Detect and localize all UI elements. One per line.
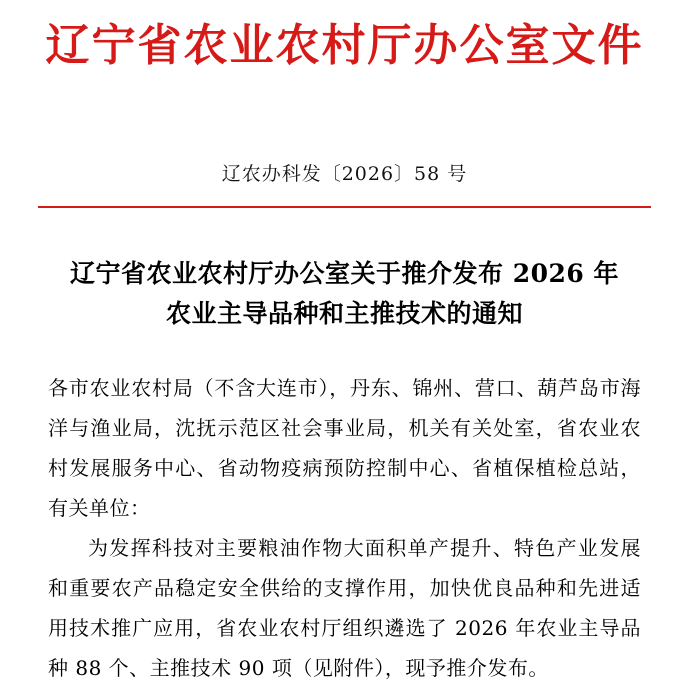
issuing-authority-title: 辽宁省农业农村厅办公室文件 [45, 20, 644, 71]
document-title-line-2: 农业主导品种和主推技术的通知 [165, 299, 523, 328]
document-header [0, 0, 689, 73]
document-title-line-1: 辽宁省农业农村厅办公室关于推介发布 2026 年 [70, 259, 619, 288]
body-paragraph-1: 为发挥科技对主要粮油作物大面积单产提升、特色产业发展和重要农产品稳定安全供给的支撑作用，加快优良品种和先进适用技术推广应用，省农业农村厅组织遴选了 2026 年农业主导品种 88 个、主推技术 90 项（见附件），现予推介发布。 [48, 536, 641, 680]
red-divider-rule [38, 206, 651, 208]
document-number: 辽农办科发〔2026〕58 号 [221, 163, 468, 185]
recipients-paragraph: 各市农业农村局（不含大连市），丹东、锦州、营口、葫芦岛市海洋与渔业局，沈抚示范区社会事业局，机关有关处室，省农业农村发展服务中心、省动物疫病预防控制中心、省植保植检总站，有关单位： [48, 376, 641, 520]
document-body [48, 368, 641, 688]
document-title [56, 254, 633, 334]
